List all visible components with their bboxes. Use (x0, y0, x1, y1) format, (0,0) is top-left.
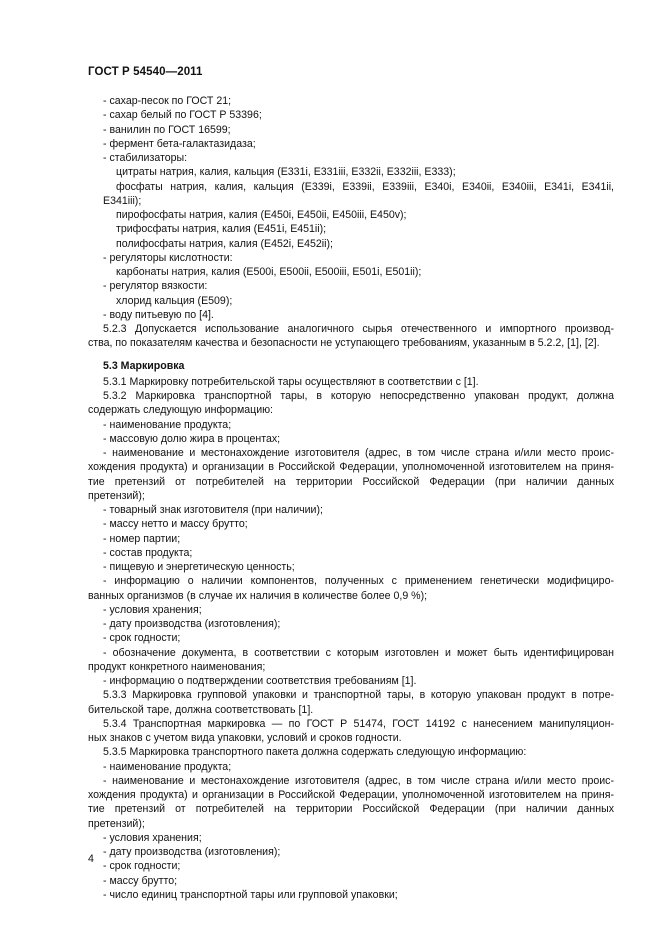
list-item: - дату производства (изготовления); (103, 846, 281, 858)
list-item: - дату производства (изготовления); (103, 618, 281, 630)
sub-item: цитраты натрия, калия, кальция (E331i, E331iii, E332ii, E332iii, E333); (116, 166, 456, 179)
list-item: - условия хранения; (103, 831, 202, 844)
paragraph-line: бительской таре, должна соответствовать [1]. (88, 703, 314, 716)
list-item: - товарный знак изготовителя (при наличии); (103, 504, 323, 516)
list-item: - обозначение документа, в соответствии с которым изготовлен и может быть идентифицирован (103, 646, 614, 659)
list-item: - срок годности; (103, 632, 181, 645)
list-item: - число единиц транспортной тары или групповой упаковки; (103, 888, 398, 901)
paragraph-line: ства, по показателям качества и безопасности не уступающего требованиям, указанным в 5.2.2, [1], [2]. (88, 337, 600, 350)
list-item: - номер партии; (103, 532, 181, 545)
paragraph-line: хождения продукта) и организации в Российской Федерации, уполномоченной изготовителем на приня- (88, 789, 614, 801)
paragraph-line: ных знаков с учетом вида упаковки, условий и сроков годности. (88, 732, 402, 744)
sub-item: фосфаты натрия, калия, кальция (E339i, E339ii, E339iii, E340i, E340ii, E340iii, E341i, E341ii, (116, 180, 614, 193)
paragraph-line: 5.3.5 Маркировка транспортного пакета должна содержать следующую информацию: (103, 746, 527, 759)
list-item: - информацию о подтверждении соответствия требованиям [1]. (103, 675, 417, 687)
paragraph-line: претензий); (88, 817, 145, 830)
page-number: 4 (88, 853, 94, 865)
list-item: - условия хранения; (103, 603, 202, 616)
paragraph-line: 5.3.4 Транспортная маркировка — по ГОСТ Р 51474, ГОСТ 14192 с нанесением манипуляцион- (103, 717, 614, 730)
sub-item-continuation: E341iii); (103, 194, 142, 207)
list-item: - массу брутто; (103, 874, 178, 887)
section-heading: 5.3 Маркировка (103, 359, 185, 372)
list-item: - наименование продукта; (103, 418, 232, 431)
list-item: - наименование продукта; (103, 760, 232, 773)
list-item: - состав продукта; (103, 546, 193, 559)
list-item: - стабилизаторы: (103, 152, 188, 164)
paragraph-line: претензий); (88, 489, 145, 502)
sub-item: трифосфаты натрия, калия (E451i, E451ii); (116, 223, 327, 236)
paragraph-line: тие претензий от потребителей на территории Российской Федерации (при наличии данных (88, 475, 614, 488)
list-item: - наименование и местонахождение изготовителя (адрес, в том числе страна и/или место проис- (103, 447, 614, 459)
list-item: - воду питьевую по [4]. (103, 308, 214, 321)
list-item: - ванилин по ГОСТ 16599; (103, 123, 231, 136)
list-item: - пищевую и энергетическую ценность; (103, 561, 295, 573)
sub-item: карбонаты натрия, калия (E500i, E500ii, E500iii, E501i, E501ii); (116, 266, 422, 278)
paragraph-line: содержать следующую информацию: (88, 404, 273, 417)
document-body (88, 94, 614, 902)
paragraph-line: тие претензий от потребителей на территории Российской Федерации (при наличии данных (88, 803, 614, 816)
list-item: - фермент бета-галактазидаза; (103, 137, 256, 150)
list-item: - срок годности; (103, 860, 181, 873)
list-item: - массовую долю жира в процентах; (103, 432, 281, 445)
paragraph-line: хождения продукта) и организации в Российской Федерации, уполномоченной изготовителем на приня- (88, 461, 614, 474)
paragraph-line: 5.3.1 Маркировку потребительской тары осуществляют в соответствии с [1]. (103, 375, 479, 388)
paragraph-line: 5.2.3 Допускается использование аналогичного сырья отечественного и импортного производ- (103, 323, 614, 335)
list-item: - наименование и местонахождение изготовителя (адрес, в том числе страна и/или место проис- (103, 774, 614, 787)
paragraph-line: 5.3.2 Маркировка транспортной тары, в которую непосредственно упакован продукт, должна (103, 390, 614, 402)
list-item: - сахар-песок по ГОСТ 21; (103, 95, 232, 107)
paragraph-line: ванных организмов (в случае их наличия в количестве более 0,9 %); (88, 589, 428, 602)
list-item: - информацию о наличии компонентов, полученных с применением генетически модифициро- (103, 575, 614, 588)
list-item: - регуляторы кислотности: (103, 251, 233, 264)
paragraph-line: 5.3.3 Маркировка групповой упаковки и транспортной тары, в которую упакован продукт в потре- (103, 689, 614, 702)
list-item: - регулятор вязкости: (103, 280, 208, 293)
sub-item: хлорид кальция (E509); (116, 294, 233, 307)
sub-item: пирофосфаты натрия, калия (E450i, E450ii, E450iii, E450v); (116, 209, 407, 221)
list-item: - массу нетто и массу брутто; (103, 518, 248, 531)
paragraph-line: продукт конкретного наименования; (88, 660, 266, 673)
document-header: ГОСТ Р 54540—2011 (88, 66, 203, 78)
list-item: - сахар белый по ГОСТ Р 53396; (103, 109, 262, 122)
sub-item: полифосфаты натрия, калия (E452i, E452ii); (116, 237, 333, 250)
